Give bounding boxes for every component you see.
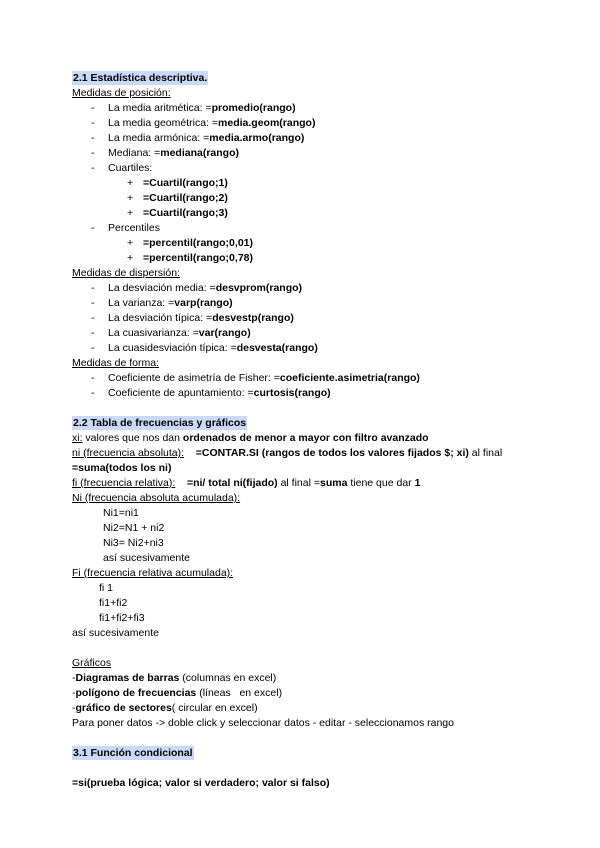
spacer (72, 761, 542, 776)
list-item: - La media armónica: =media.armo(rango) (91, 132, 305, 144)
spacer (72, 401, 542, 416)
list-item-percentiles: - Percentiles (91, 222, 160, 234)
sub-list-item: + =percentil(rango;0,78) (127, 252, 253, 264)
list-item: - La cuasivarianza: =var(rango) (91, 327, 251, 339)
list-item: - La cuasidesviación típica: =desvesta(rango) (91, 342, 318, 354)
graficos-item: -polígono de frecuencias (líneas en excel) (72, 687, 283, 699)
Fi-formula: fi 1 (99, 582, 114, 594)
section-title: 2.2 Tabla de frecuencias y gráficos (73, 417, 247, 429)
list-item: - La desviación media: =desvprom(rango) (91, 282, 303, 294)
section-title: 2.1 Estadística descriptiva. (73, 72, 208, 84)
graficos-instructions: Para poner datos -> doble click y seleccionar datos - editar - seleccionamos rango (72, 717, 454, 729)
xi-line: xi: valores que nos dan ordenados de menor a mayor con filtro avanzado (72, 432, 429, 444)
list-item: - La media aritmética: =promedio(rango) (91, 102, 296, 114)
graficos-item: -Diagramas de barras (columnas en excel) (72, 672, 277, 684)
spacer (72, 641, 542, 656)
list-item: - La media geométrica: =media.geom(rango) (91, 117, 316, 129)
Ni-formula: Ni3= Ni2+ni3 (103, 537, 164, 549)
Ni-formula: Ni1=ni1 (103, 507, 139, 519)
Fi-end: así sucesivamente (72, 627, 159, 639)
posicion-heading: Medidas de posición: (72, 87, 171, 99)
document-page (72, 71, 542, 791)
list-item: - La desviación típica: =desvestp(rango) (91, 312, 294, 324)
Ni-heading: Ni (frecuencia absoluta acumulada): (72, 492, 241, 504)
Fi-formula: fi1+fi2 (99, 597, 128, 609)
list-item: - Coeficiente de asimetría de Fisher: =coeficiente.asimetria(rango) (91, 372, 420, 384)
ni-line: ni (frecuencia absoluta): =CONTAR.SI (rangos de todos los valores fijados $; xi) al final (72, 447, 503, 459)
sub-list-item: + =Cuartil(rango;3) (127, 207, 228, 219)
sub-list-item: + =percentil(rango;0,01) (127, 237, 253, 249)
section-title: 3.1 Función condicional (73, 747, 193, 759)
Fi-formula: fi1+fi2+fi3 (99, 612, 145, 624)
section-heading-2-2 (72, 416, 542, 431)
section-heading-2-1 (72, 71, 542, 86)
spacer (72, 731, 542, 746)
graficos-heading: Gráficos (72, 657, 112, 669)
sub-list-item: + =Cuartil(rango;1) (127, 177, 228, 189)
sub-list-item: + =Cuartil(rango;2) (127, 192, 228, 204)
forma-heading: Medidas de forma: (72, 357, 159, 369)
list-item: - La varianza: =varp(rango) (91, 297, 233, 309)
section-heading-3-1 (72, 746, 542, 761)
list-item-cuartiles: - Cuartiles: (91, 162, 153, 174)
si-formula: =si(prueba lógica; valor si verdadero; valor si falso) (72, 777, 330, 789)
Ni-formula: Ni2=N1 + ni2 (103, 522, 165, 534)
list-item: - Coeficiente de apuntamiento: =curtosis(rango) (91, 387, 331, 399)
Fi-heading: Fi (frecuencia relativa acumulada): (72, 567, 234, 579)
Ni-formula: así sucesivamente (103, 552, 190, 564)
ni-line-2: =suma(todos los ni) (72, 462, 172, 474)
fi-line: fi (frecuencia relativa): =ni/ total ni(fijado) al final =suma tiene que dar 1 (72, 477, 421, 489)
list-item: - Mediana: =mediana(rango) (91, 147, 240, 159)
graficos-item: -gráfico de sectores( circular en excel) (72, 702, 258, 714)
dispersion-heading: Medidas de dispersión: (72, 267, 180, 279)
